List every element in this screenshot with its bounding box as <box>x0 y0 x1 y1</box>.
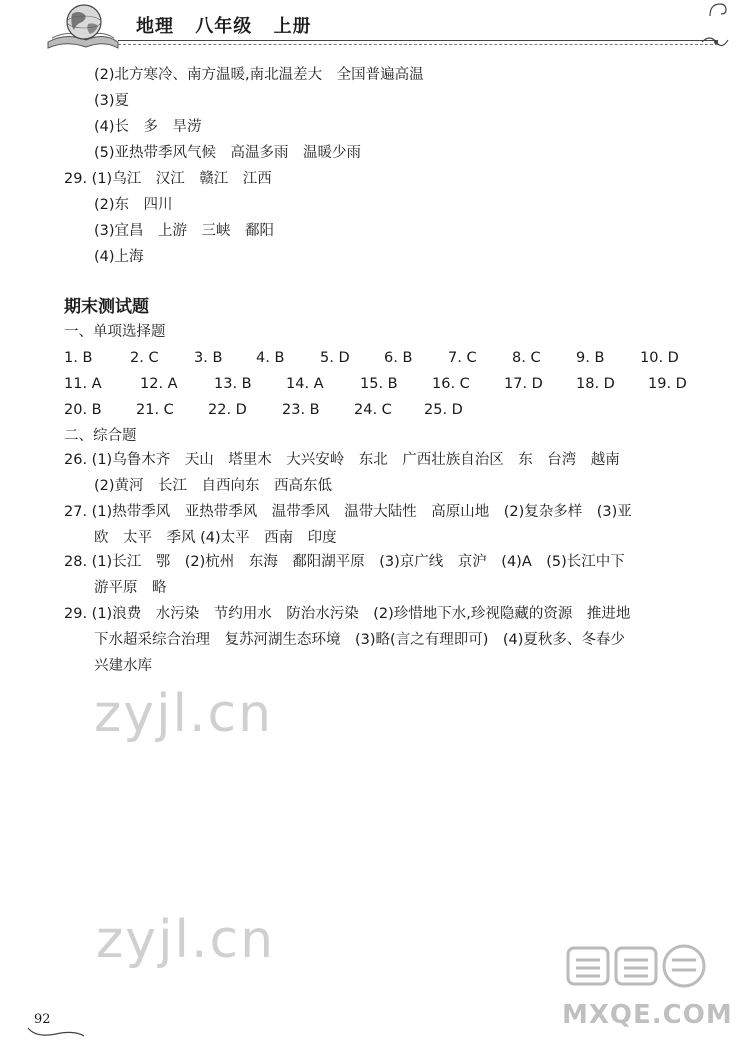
header-volume: 上册 <box>273 16 312 37</box>
answer-line: (5)亚热带季风气候 高温多雨 温暖少雨 <box>94 145 362 161</box>
answer-line: 27. (1)热带季风 亚热带季风 温带季风 温带大陆性 高原山地 (2)复杂多样 (3)亚 <box>64 504 632 520</box>
choice-answer: 13. B <box>214 376 252 392</box>
watermark-text: zyjl.cn <box>94 684 274 744</box>
brand-url: MXQE.COM <box>562 1000 733 1030</box>
answer-line: (4)长 多 旱涝 <box>94 119 202 135</box>
choice-answer: 24. C <box>354 402 392 418</box>
answer-brand-logo <box>566 942 726 990</box>
answer-line: (2)北方寒冷、南方温暖,南北温差大 全国普遍高温 <box>94 67 424 83</box>
answer-line: (2)东 四川 <box>94 197 173 213</box>
page-curl-ornament-icon <box>26 1024 86 1038</box>
choice-answer: 4. B <box>256 350 285 366</box>
part-title: 一、单项选择题 <box>64 324 166 340</box>
answer-row <box>64 374 704 394</box>
answer-row <box>64 348 704 368</box>
answer-line: (3)夏 <box>94 93 130 109</box>
choice-answer: 22. D <box>208 402 247 418</box>
answer-line: (4)上海 <box>94 249 144 265</box>
part-title: 二、综合题 <box>64 428 137 444</box>
choice-answer: 3. B <box>194 350 223 366</box>
answer-row <box>64 400 704 420</box>
choice-answer: 9. B <box>576 350 605 366</box>
header-subject: 地理 <box>136 16 174 37</box>
answer-line: 游平原 略 <box>94 580 167 596</box>
choice-answer: 7. C <box>448 350 477 366</box>
choice-answer: 5. D <box>320 350 350 366</box>
choice-answer: 15. B <box>360 376 398 392</box>
choice-answer: 23. B <box>282 402 320 418</box>
choice-answer: 20. B <box>64 402 102 418</box>
choice-answer: 8. C <box>512 350 541 366</box>
header-title <box>136 12 326 38</box>
header-grade: 八年级 <box>195 16 253 37</box>
answer-line: 26. (1)乌鲁木齐 天山 塔里木 大兴安岭 东北 广西壮族自治区 东 台湾 越南 <box>64 452 620 468</box>
answer-line: (3)宜昌 上游 三峡 鄱阳 <box>94 223 275 239</box>
choice-answer: 18. D <box>576 376 615 392</box>
globe-books-icon <box>46 2 120 52</box>
answer-line: 29. (1)乌江 汉江 赣江 江西 <box>64 171 272 187</box>
answer-line: 28. (1)长江 鄂 (2)杭州 东海 鄱阳湖平原 (3)京广线 京沪 (4)A (5)长江中下 <box>64 554 625 570</box>
choice-answer: 17. D <box>504 376 543 392</box>
choice-answer: 21. C <box>136 402 174 418</box>
answer-line: (2)黄河 长江 自西向东 西高东低 <box>94 478 333 494</box>
header-rule-dashed <box>118 44 718 45</box>
page-number: 92 <box>34 1012 51 1027</box>
choice-answer: 25. D <box>424 402 463 418</box>
answer-line: 欧 太平 季风 (4)太平 西南 印度 <box>94 530 337 546</box>
choice-answer: 6. B <box>384 350 413 366</box>
choice-answer: 11. A <box>64 376 102 392</box>
curl-ornament-icon <box>706 0 730 18</box>
choice-answer: 14. A <box>286 376 324 392</box>
answer-line: 下水超采综合治理 复苏河湖生态环境 (3)略(言之有理即可) (4)夏秋多、冬春少 <box>94 632 625 648</box>
choice-answer: 10. D <box>640 350 679 366</box>
section-title: 期末测试题 <box>64 297 149 317</box>
vine-ornament-icon <box>700 30 730 54</box>
watermark-text: zyjl.cn <box>96 910 276 970</box>
header-rule <box>118 40 718 41</box>
answer-line: 兴建水库 <box>94 658 152 674</box>
answer-line: 29. (1)浪费 水污染 节约用水 防治水污染 (2)珍惜地下水,珍视隐藏的资源 推进地 <box>64 606 631 622</box>
choice-answer: 2. C <box>130 350 159 366</box>
page-header <box>0 0 744 58</box>
choice-answer: 1. B <box>64 350 93 366</box>
choice-answer: 16. C <box>432 376 470 392</box>
choice-answer: 12. A <box>140 376 178 392</box>
choice-answer: 19. D <box>648 376 687 392</box>
